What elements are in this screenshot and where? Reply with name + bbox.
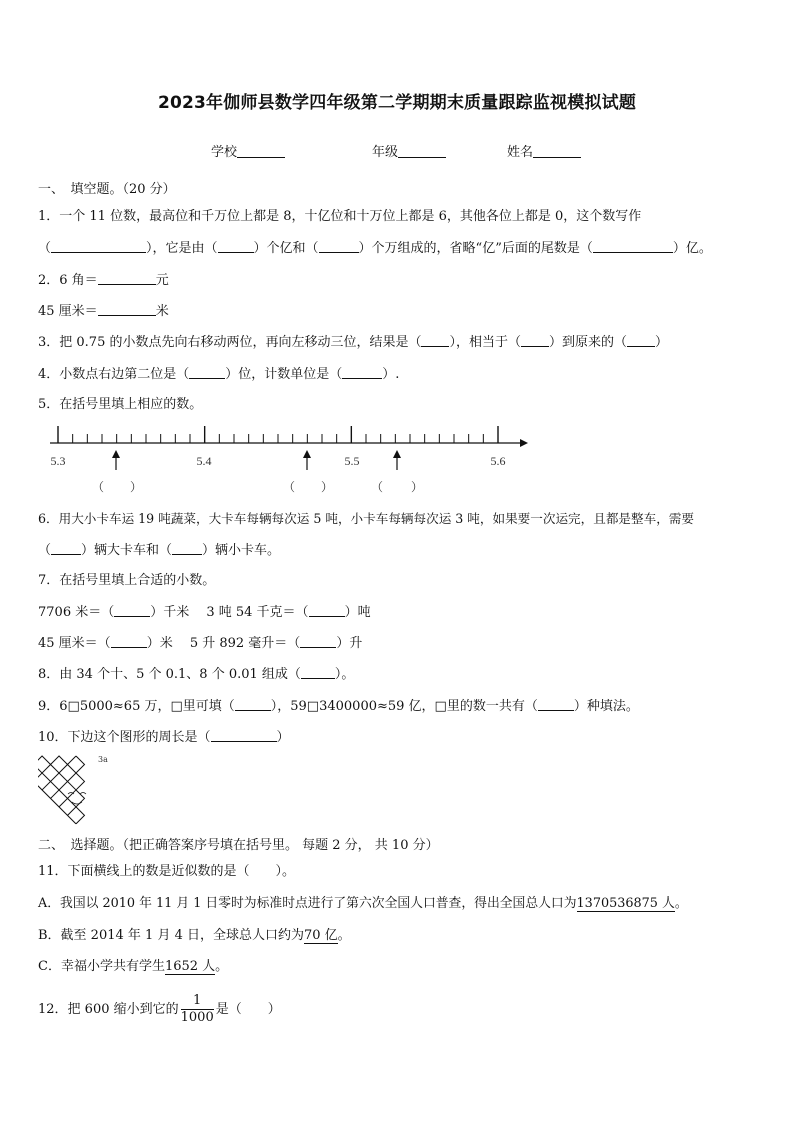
q10-text-a: 10．下边这个图形的周长是（ [38,730,211,745]
q7-row1 [38,604,371,621]
q3-blank-3[interactable] [627,334,655,347]
q3-blank-2[interactable] [521,334,549,347]
name-label: 姓名 [507,145,534,160]
arrow-2 [303,450,311,470]
school-field [211,141,285,160]
q11-a-text: A．我国以 2010 年 11 月 1 日零时为标准时点进行了第六次全国人口普查，得出全国总人口为 [38,896,577,911]
q3-text-b: ），相当于（ [449,335,521,350]
q3-text-d: ） [655,335,669,350]
q10-blank[interactable] [211,729,277,742]
grade-blank[interactable] [398,144,446,158]
q12-fraction [181,993,214,1026]
q11-option-a[interactable] [38,896,688,912]
paren-open-2: （ [283,480,296,494]
q11-c-end: 。 [215,959,229,974]
q11-option-c[interactable] [38,959,228,975]
arrow-3 [393,450,401,470]
q7-r2-text-b: ）米 5 升 892 毫升＝（ [146,636,301,651]
school-label: 学校 [211,145,238,160]
q7-r1-text-b: ）千米 3 吨 54 千克＝（ [150,605,309,620]
number-line-ticks [58,426,498,443]
q7-r1-text-c: ）吨 [344,605,371,620]
name-blank[interactable] [533,144,581,158]
q7-blank-1[interactable] [114,604,150,617]
paren-open-1: （ [92,480,105,494]
q7-blank-2[interactable] [309,604,345,617]
q5-text: 5．在括号里填上相应的数。 [38,397,203,412]
q6-line2 [38,542,280,559]
q2-text-a: 2．6 角＝ [38,273,98,288]
q3-line [38,334,668,351]
answer-paren-1[interactable] [92,480,142,494]
q1-text-e: ）亿。 [672,241,712,256]
q4-text-c: ）. [382,367,400,382]
answer-paren-2[interactable] [283,480,333,494]
q11-b-end: 。 [337,928,351,943]
q12-text-b: 是（ ） [215,1002,281,1017]
q9-line [38,698,639,715]
q1-line2 [38,240,712,257]
q11-c-text: C．幸福小学共有学生 [38,959,165,974]
q2-blank-1[interactable] [98,272,156,285]
q1-blank-3[interactable] [319,240,359,253]
q3-blank-1[interactable] [421,334,449,347]
q7-text: 7．在括号里填上合适的小数。 [38,573,216,588]
section2-heading: 二、 选择题。（把正确答案序号填在括号里。 每题 2 分， 共 10 分） [38,838,439,853]
q8-line [38,666,354,683]
q1-blank-4[interactable] [593,240,673,253]
tick-label-5-6: 5.6 [490,454,506,468]
q7-row2 [38,635,362,652]
q6-blank-2[interactable] [172,542,202,555]
q1-blank-2[interactable] [218,240,254,253]
q6-line1: 6．用大小卡车运 19 吨蔬菜，大卡车每辆每次运 5 吨，小卡车每辆每次运 3 吨，如果要一次运完，且都是整车，需要 [38,511,694,526]
q1-text-d: ）个万组成的，省略“亿”后面的尾数是（ [358,241,593,256]
q1-blank-1[interactable] [51,240,146,253]
name-field [507,141,581,160]
q3-text-c: ）到原来的（ [549,335,628,350]
grade-field [372,141,446,160]
q7-blank-3[interactable] [111,635,147,648]
paren-open-3: （ [371,480,384,494]
q2-line2 [38,303,169,320]
arrow-1 [112,450,120,470]
q2-line1 [38,272,169,289]
number-line [42,420,532,500]
q8-text-a: 8．由 34 个十、5 个 0.1、8 个 0.01 组成（ [38,667,301,682]
q8-blank[interactable] [301,666,335,679]
q8-text-b: ）。 [334,667,355,682]
answer-paren-3[interactable] [371,480,423,494]
q11-option-b[interactable] [38,928,351,944]
fraction-denominator: 1000 [180,1010,214,1025]
number-line-axis [50,439,528,447]
tick-label-5-3: 5.3 [50,454,66,468]
q3-text-a: 3．把 0.75 的小数点先向右移动两位，再向左移动三位，结果是（ [38,335,422,350]
q4-text-b: ）位，计数单位是（ [225,367,343,382]
q7-r1-text-a: 7706 米＝（ [38,605,115,620]
tick-label-5-5: 5.5 [344,454,360,468]
q2-blank-2[interactable] [98,303,156,316]
q1-text-b: ），它是由（ [146,241,218,256]
q11-text: 11．下面横线上的数是近似数的是（ ）。 [38,864,296,879]
q11-c-underlined: 1652 人 [164,959,216,974]
paren-close-2: ） [321,480,334,494]
q12-line [38,993,281,1026]
q4-blank-1[interactable] [189,366,225,379]
fraction-numerator: 1 [181,993,214,1010]
q1-text-a: （ [38,241,52,256]
q9-blank-1[interactable] [235,698,271,711]
q6-text-b: ）辆大卡车和（ [81,543,173,558]
q11-b-underlined: 70 亿 [303,928,338,943]
q4-blank-2[interactable] [342,366,382,379]
paren-close-3: ） [411,480,424,494]
q7-blank-4[interactable] [300,635,336,648]
q6-text-c: ）辆小卡车。 [202,543,281,558]
tick-label-5-4: 5.4 [196,454,212,468]
page-title: 2023年伽师县数学四年级第二学期期末质量跟踪监视模拟试题 [157,93,637,113]
q7-r2-text-a: 45 厘米＝（ [38,636,111,651]
q2-text-c: 45 厘米＝ [38,304,98,319]
q9-text-a: 9．6□5000≈65 万，□里可填（ [38,699,235,714]
q4-text-a: 4．小数点右边第二位是（ [38,367,190,382]
q11-a-underlined: 1370536875 人 [576,896,675,911]
q11-a-end: 。 [674,896,688,911]
section1-heading: 一、 填空题。（20 分） [38,182,176,197]
q9-blank-2[interactable] [538,698,574,711]
q11-b-text: B．截至 2014 年 1 月 4 日，全球总人口约为 [38,928,304,943]
q12-text-a: 12．把 600 缩小到它的 [38,1002,179,1017]
q4-line [38,366,399,383]
figure-label-3a: 3a [98,755,108,764]
staircase-figure [38,752,116,832]
q1-line1: 1．一个 11 位数，最高位和千万位上都是 8，十亿位和十万位上都是 6，其他各位上都是 0，这个数写作 [38,209,642,224]
q10-line [38,729,290,746]
q10-text-b: ） [276,730,290,745]
q9-text-c: ）种填法。 [573,699,639,714]
school-blank[interactable] [237,144,285,158]
q6-text-a: （ [38,543,52,558]
q6-blank-1[interactable] [51,542,81,555]
q2-text-d: 米 [155,304,169,319]
q7-r2-text-c: ）升 [336,636,363,651]
q9-text-b: ），59□3400000≈59 亿，□里的数一共有（ [270,699,538,714]
grade-label: 年级 [372,145,399,160]
q2-text-b: 元 [155,273,169,288]
q1-text-c: ）个亿和（ [253,241,319,256]
paren-close-1: ） [130,480,143,494]
